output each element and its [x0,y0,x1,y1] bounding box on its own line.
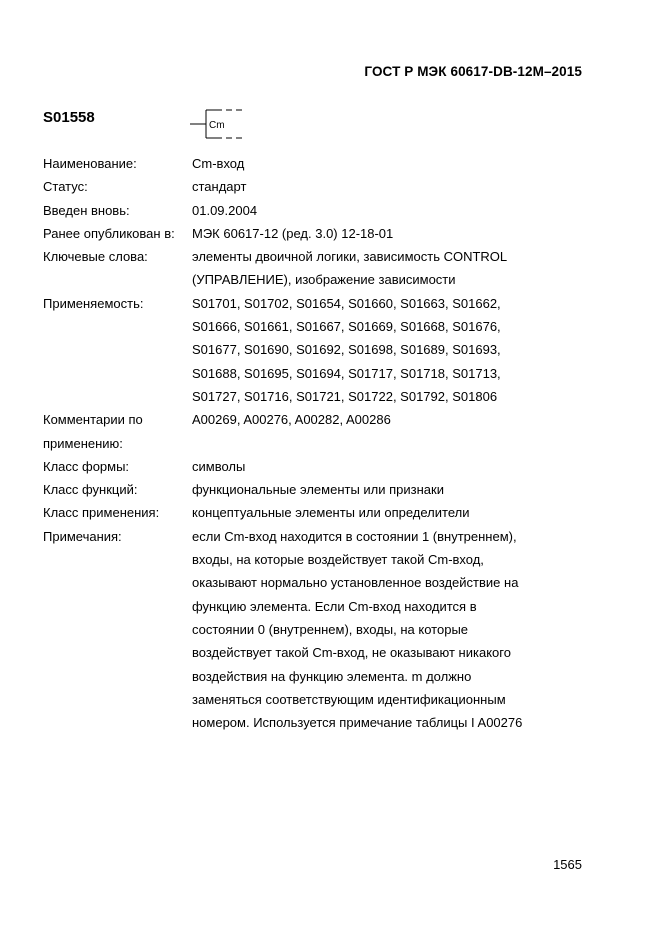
field-label [43,222,192,245]
field-row [43,408,603,455]
field-value-line: воздействия на функцию элемента. m должно [192,668,472,684]
field-value-line: заменяться соответствующим идентификационным [192,691,506,707]
field-label [43,501,192,524]
field-value [192,501,603,524]
field-value-line: если Cm-вход находится в состоянии 1 (внутреннем), [192,528,517,544]
field-label [43,525,192,735]
field-value-line: A00269, A00276, A00282, A00286 [192,412,391,428]
field-value [192,199,603,222]
field-value [192,222,603,245]
field-row [43,501,603,524]
field-value [192,408,603,455]
field-label [43,199,192,222]
field-row [43,199,603,222]
field-value-line: S01666, S01661, S01667, S01669, S01668, S01676, [192,319,501,335]
field-row [43,455,603,478]
field-value-line: оказывают нормально установленное воздействие на [192,575,519,591]
field-value-line: концептуальные элементы или определители [192,505,470,521]
field-value-line: функцию элемента. Если Cm-вход находится в [192,598,477,614]
field-value-line: Cm-вход [192,156,245,171]
symbol-code: S01558 [43,109,95,126]
field-value [192,292,603,408]
field-value-line: функциональные элементы или признаки [192,482,444,498]
field-value-line: S01688, S01695, S01694, S01717, S01718, S01713, [192,365,501,381]
field-row [43,152,603,175]
field-row [43,245,603,292]
field-label [43,245,192,292]
field-value-line: МЭК 60617-12 (ред. 3.0) 12-18-01 [192,225,394,241]
field-label-line: Комментарии по [43,412,143,428]
field-value [192,455,603,478]
field-value-line: 01.09.2004 [192,202,258,218]
field-value-line: номером. Используется примечание таблицы I A00276 [192,715,523,731]
field-label-line: Примечания: [43,528,122,544]
field-value-line: состоянии 0 (внутреннем), входы, на которые [192,621,469,637]
field-label [43,175,192,198]
field-row [43,478,603,501]
symbol-text: Cm [209,120,225,131]
field-value [192,478,603,501]
field-label [43,408,192,455]
field-value-line: стандарт [192,179,247,195]
cm-input-symbol-icon [190,106,250,142]
field-value-line: S01727, S01716, S01721, S01722, S01792, S01806 [192,388,498,404]
field-label-line: Ранее опубликован в: [43,225,175,241]
field-label-line: Класс формы: [43,458,130,474]
field-row [43,292,603,408]
field-value-line: S01677, S01690, S01692, S01698, S01689, S01693, [192,342,501,358]
field-label-line: Наименование: [43,156,137,171]
field-label [43,455,192,478]
field-row [43,525,603,735]
field-label [43,152,192,175]
field-label-line: Класс функций: [43,482,138,498]
field-value [192,152,603,175]
field-value [192,245,603,292]
field-label-line: Класс применения: [43,505,160,521]
field-label [43,292,192,408]
field-label-line: применению: [43,435,123,451]
field-value-line: S01701, S01702, S01654, S01660, S01663, S01662, [192,295,501,311]
field-label-line: Применяемость: [43,295,144,311]
page-number: 1565 [553,857,582,872]
document-header: ГОСТ Р МЭК 60617-DB-12M–2015 [364,64,582,79]
field-label-line: Ключевые слова: [43,249,148,265]
field-list [43,152,603,734]
field-label [43,478,192,501]
field-row [43,222,603,245]
field-value-line: символы [192,458,246,474]
field-value-line: элементы двоичной логики, зависимость CONTROL [192,249,508,265]
field-value-line: входы, на которые воздействует такой Cm-вход, [192,552,484,568]
field-label-line: Введен вновь: [43,202,130,218]
field-value-line: (УПРАВЛЕНИЕ), изображение зависимости [192,272,456,288]
field-label-line: Статус: [43,179,88,195]
field-value [192,175,603,198]
field-value [192,525,603,735]
field-row [43,175,603,198]
field-value-line: воздействует такой Cm-вход, не оказывают никакого [192,645,511,661]
